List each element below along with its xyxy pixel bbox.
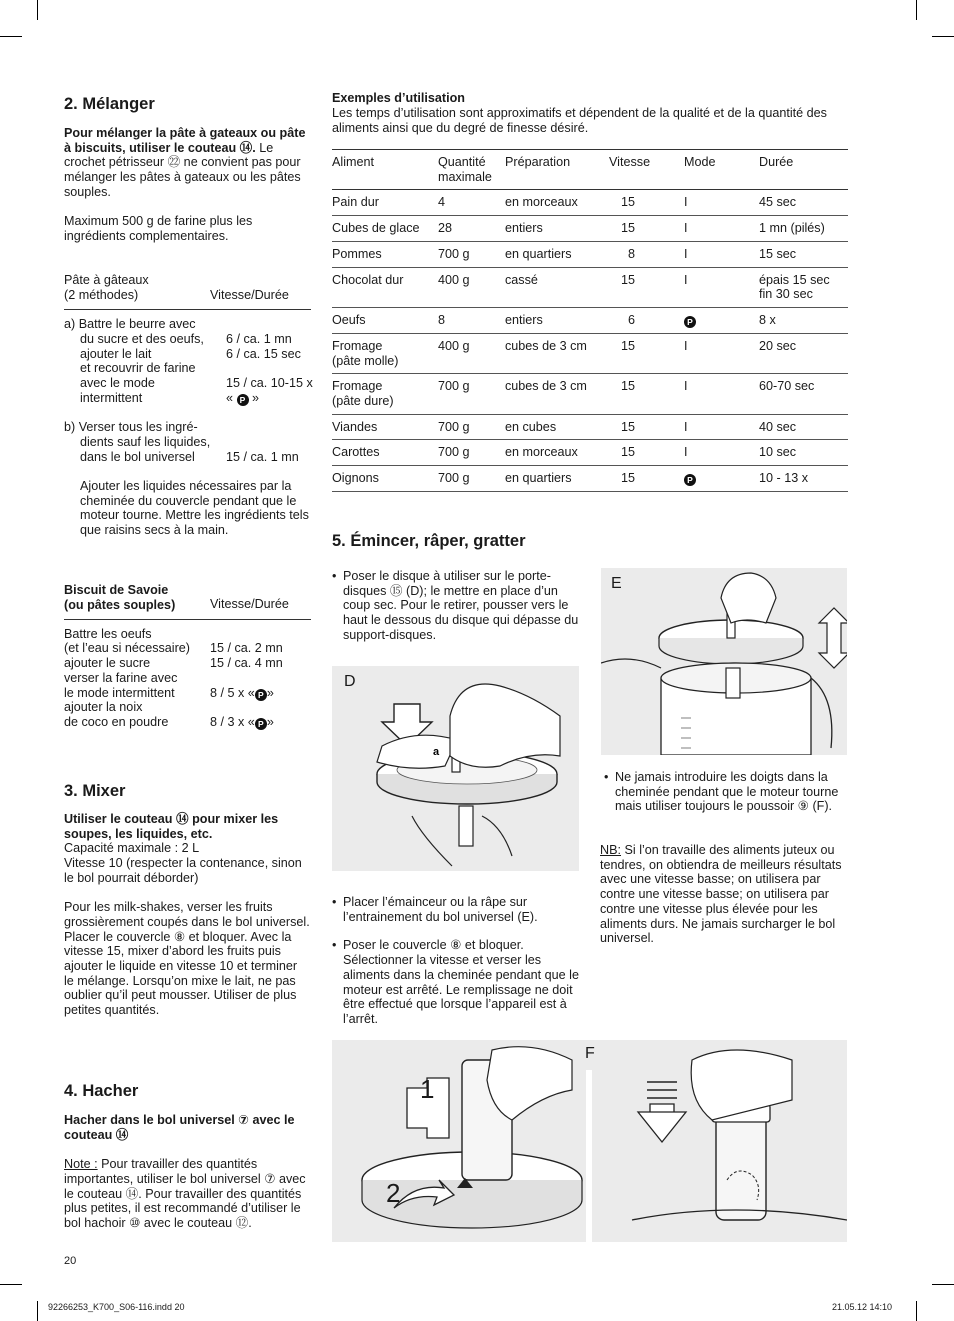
row-right bbox=[210, 715, 310, 730]
row-right: 6 / ca. 1 mn bbox=[226, 332, 292, 346]
table-cell: 15 bbox=[609, 267, 684, 307]
crop-mark bbox=[0, 36, 22, 37]
speed-value: 8 / 3 x « bbox=[210, 715, 255, 729]
section-3-title: 3. Mixer bbox=[64, 782, 126, 800]
crop-mark bbox=[37, 0, 38, 20]
table-cell: 60-70 sec bbox=[759, 374, 848, 414]
biscuit-header-right: Vitesse/Durée bbox=[210, 597, 289, 611]
table-header-cell: Durée bbox=[759, 150, 848, 190]
table-cell: 15 bbox=[609, 374, 684, 414]
table-row bbox=[332, 466, 848, 492]
table-cell: 10 sec bbox=[759, 440, 848, 466]
table-cell: 700 g bbox=[438, 374, 505, 414]
table-header-cell: Préparation bbox=[505, 150, 609, 190]
crop-mark bbox=[932, 36, 954, 37]
section-3-body bbox=[64, 812, 310, 1018]
crop-mark bbox=[916, 0, 917, 20]
examples-title: Exemples d’utilisation bbox=[332, 91, 465, 105]
table-cell: I bbox=[684, 333, 759, 373]
pulse-mode-icon: P bbox=[255, 689, 267, 701]
table-cell: en cubes bbox=[505, 414, 609, 440]
row-right bbox=[226, 391, 326, 406]
row-right: 15 / ca. 2 mn bbox=[210, 641, 283, 655]
table-cell: en morceaux bbox=[505, 190, 609, 216]
table-cell: 700 g bbox=[438, 414, 505, 440]
section-3-capacity: Capacité maximale : 2 L bbox=[64, 841, 200, 856]
table-row bbox=[332, 414, 848, 440]
table-cell: Oignons bbox=[332, 466, 438, 492]
table-cell: cubes de 3 cm bbox=[505, 374, 609, 414]
crop-mark bbox=[0, 1284, 22, 1285]
biscuit-header-left bbox=[64, 583, 175, 612]
table-cell: Fromage (pâte dure) bbox=[332, 374, 438, 414]
biscuit-row bbox=[64, 715, 310, 730]
row-left: avec le mode bbox=[80, 376, 155, 390]
examples-table-wrap bbox=[332, 149, 848, 492]
table-row bbox=[332, 333, 848, 373]
table-row bbox=[332, 440, 848, 466]
section-5-bullets-a bbox=[332, 569, 580, 657]
method-b-para: Ajouter les liquides nécessaires par la cheminée du couvercle pendant que le moteur tourne. Mettre les ingrédients tels que raisins secs à la main. bbox=[80, 479, 309, 538]
table-header-cell: Vitesse bbox=[609, 150, 684, 190]
step-number-2: 2 bbox=[386, 1178, 401, 1208]
biscuit-row bbox=[64, 641, 310, 656]
table-row bbox=[332, 307, 848, 333]
quote-open: « bbox=[226, 391, 234, 405]
step-number-1: 1 bbox=[420, 1074, 435, 1104]
section-3-para: Pour les milk-shakes, verser les fruits grossièrement coupés dans le bol universel. Placer le couvercle ⑧ et bloquer. Avec la vitesse 15, mixer d’abord les fruits puis ajouter le liquide en vitesse 10 et terminer le mélange. Lorsqu’on mixe le lait, ne pas oublier qu’il peut mousser. Utiliser de plus petites quantités. bbox=[64, 900, 310, 1018]
row-left: dients sauf les liquides, bbox=[80, 435, 211, 449]
table-row bbox=[332, 267, 848, 307]
examples-intro: Les temps d’utilisation sont approximatifs et dépendent de la qualité et de la quantité des aliments ainsi que du degré de finesse désiré. bbox=[332, 106, 827, 135]
table-cell: Pommes bbox=[332, 241, 438, 267]
figure-label: F bbox=[585, 1045, 595, 1062]
table-row bbox=[332, 374, 848, 414]
table-row bbox=[332, 190, 848, 216]
section-4-bold: Hacher dans le bol universel ⑦ avec le couteau ⑭ bbox=[64, 1113, 295, 1142]
table-cell: Fromage (pâte molle) bbox=[332, 333, 438, 373]
table-cell: I bbox=[684, 190, 759, 216]
row-right: 6 / ca. 15 sec bbox=[226, 347, 301, 361]
table-row bbox=[332, 216, 848, 242]
table-cell: 8 x bbox=[759, 307, 848, 333]
row-left: et recouvrir de farine bbox=[80, 361, 196, 375]
nb-text: Si l’on travaille des aliments juteux ou tendres, on obtiendra de meilleurs résultats avec une vitesse basse; on utilisera par contre une vitesse basse; on utilisera par contre une vitesse plus élevée pour les aliments durs. Ne jamais surcharger le bol universel. bbox=[600, 843, 842, 946]
row-left: ajouter le sucre bbox=[64, 656, 151, 670]
pulse-mode-icon: P bbox=[684, 316, 696, 328]
pulse-mode-icon: P bbox=[255, 718, 267, 730]
table-cell: 700 g bbox=[438, 241, 505, 267]
row-left: de coco en poudre bbox=[64, 715, 169, 729]
cake-header-line-1: Pâte à gâteaux bbox=[64, 273, 149, 287]
table-cell: 1 mn (pilés) bbox=[759, 216, 848, 242]
table-cell: I bbox=[684, 216, 759, 242]
table-cell: 28 bbox=[438, 216, 505, 242]
nb-label: NB: bbox=[600, 843, 621, 857]
row-left: dans le bol universel bbox=[80, 450, 195, 464]
figure-label: E bbox=[611, 575, 622, 592]
section-2-title: 2. Mélanger bbox=[64, 95, 155, 113]
nb-paragraph bbox=[600, 843, 848, 946]
method-a-row bbox=[64, 347, 326, 362]
biscuit-header-line-1: Biscuit de Savoie bbox=[64, 583, 169, 597]
table-cell: 8 bbox=[609, 241, 684, 267]
row-left: ajouter le lait bbox=[80, 347, 152, 361]
table-header-cell: Quantité maximale bbox=[438, 150, 505, 190]
section-2-intro bbox=[64, 126, 310, 200]
table-cell: 15 bbox=[609, 333, 684, 373]
table-cell: 4 bbox=[438, 190, 505, 216]
method-a-line: a) Battre le beurre avec bbox=[64, 317, 196, 331]
figure-e-illustration bbox=[601, 568, 847, 755]
row-right: 15 / ca. 1 mn bbox=[226, 450, 299, 464]
table-cell: Pain dur bbox=[332, 190, 438, 216]
biscuit-row bbox=[64, 686, 310, 701]
table-cell: Cubes de glace bbox=[332, 216, 438, 242]
row-right bbox=[210, 686, 310, 701]
pulse-mode-icon: P bbox=[684, 474, 696, 486]
note-text: Pour travailler des quantités importantes, utiliser le bol universel ⑦ avec le couteau ⑭. Pour travailler des quantités plus petites, il est recommandé d’utiliser le bol hachoir ⑩ avec le couteau ⑫. bbox=[64, 1157, 306, 1230]
table-cell bbox=[684, 307, 759, 333]
rule bbox=[64, 309, 311, 310]
figure-label: D bbox=[344, 673, 356, 690]
row-left: ajouter la noix bbox=[64, 700, 143, 714]
page-number: 20 bbox=[64, 1255, 77, 1267]
section-5-bullets-c bbox=[604, 770, 848, 828]
section-4-title: 4. Hacher bbox=[64, 1082, 139, 1100]
table-cell: I bbox=[684, 267, 759, 307]
table-cell: en quartiers bbox=[505, 466, 609, 492]
table-cell: cubes de 3 cm bbox=[505, 333, 609, 373]
section-3-bold: Utiliser le couteau ⑭ pour mixer les soupes, les liquides, etc. bbox=[64, 812, 279, 841]
method-b-line: b) Verser tous les ingré- bbox=[64, 420, 198, 434]
biscuit-row bbox=[64, 627, 210, 642]
table-cell: 15 bbox=[609, 440, 684, 466]
footer-file-name: 92266253_K700_S06-116.indd 20 bbox=[48, 1302, 185, 1312]
table-header-cell: Aliment bbox=[332, 150, 438, 190]
section-2-intro-bold: Pour mélanger la pâte à gateaux ou pâte à biscuits, utiliser le couteau ⑭. bbox=[64, 126, 306, 155]
method-a-row bbox=[64, 332, 326, 347]
table-cell: 40 sec bbox=[759, 414, 848, 440]
row-left: intermittent bbox=[80, 391, 143, 405]
list-item: • Placer l’émainceur ou la râpe sur l’entrainement du bol universel (E). bbox=[332, 895, 580, 924]
biscuit-row bbox=[64, 671, 210, 686]
rule bbox=[64, 619, 311, 620]
table-cell: 700 g bbox=[438, 466, 505, 492]
table-cell bbox=[684, 466, 759, 492]
cake-header-right: Vitesse/Durée bbox=[210, 288, 289, 302]
footer-date-time: 21.05.12 14:10 bbox=[832, 1302, 893, 1312]
table-header-cell: Mode bbox=[684, 150, 759, 190]
list-item: • Poser le disque à utiliser sur le porte-disques ⑮ (D); le mettre en place d’un coup sec. Pour le retirer, pousser vers le haut le dessous du disque qui dépasse du support-disques. bbox=[332, 569, 580, 643]
table-cell: 15 bbox=[609, 466, 684, 492]
table-cell: 400 g bbox=[438, 333, 505, 373]
quote-close: » bbox=[266, 686, 274, 700]
note-label: Note : bbox=[64, 1157, 98, 1172]
section-2-max: Maximum 500 g de farine plus les ingrédients complementaires. bbox=[64, 214, 253, 243]
row-left: du sucre et des oeufs, bbox=[80, 332, 204, 346]
biscuit-header-line-2: (ou pâtes souples) bbox=[64, 597, 176, 612]
cake-header-left bbox=[64, 273, 149, 302]
row-right: 15 / ca. 10-15 x bbox=[226, 376, 313, 390]
table-cell: entiers bbox=[505, 216, 609, 242]
table-cell: épais 15 sec fin 30 sec bbox=[759, 267, 848, 307]
section-2-intro-text: Le crochet pétrisseur ㉒ ne convient pas pour mélanger les pâtes à gateaux ou les pâtes souples. bbox=[64, 140, 301, 199]
pulse-mode-icon: P bbox=[237, 394, 249, 406]
list-item: • Ne jamais introduire les doigts dans la cheminée pendant que le moteur tourne mais utiliser toujours le poussoir ⑨ (F). bbox=[604, 770, 848, 814]
examples-table bbox=[332, 149, 848, 492]
table-cell: en morceaux bbox=[505, 440, 609, 466]
list-item: • Poser le couvercle ⑧ et bloquer. Sélectionner la vitesse et verser les aliments dans la cheminée pendant que le moteur est arrêté. Le remplissage ne doit être effectué que lorsque l’appareil est à l’arrêt. bbox=[332, 938, 580, 1026]
table-cell: Oeufs bbox=[332, 307, 438, 333]
table-cell: 15 sec bbox=[759, 241, 848, 267]
method-a-row bbox=[64, 376, 326, 391]
table-cell: I bbox=[684, 241, 759, 267]
table-cell: I bbox=[684, 374, 759, 414]
table-cell: 700 g bbox=[438, 440, 505, 466]
table-cell: cassé bbox=[505, 267, 609, 307]
table-cell: 15 bbox=[609, 216, 684, 242]
table-cell: I bbox=[684, 440, 759, 466]
table-cell: Chocolat dur bbox=[332, 267, 438, 307]
method-b-row bbox=[64, 450, 326, 465]
table-cell: 15 bbox=[609, 414, 684, 440]
method-a-row bbox=[64, 361, 226, 376]
row-left: le mode intermittent bbox=[64, 686, 175, 700]
method-a-row bbox=[64, 391, 326, 406]
table-cell: en quartiers bbox=[505, 241, 609, 267]
panel-separator bbox=[586, 1070, 592, 1242]
table-cell: 6 bbox=[609, 307, 684, 333]
table-cell: 45 sec bbox=[759, 190, 848, 216]
row-right: 15 / ca. 4 mn bbox=[210, 656, 283, 670]
table-cell: entiers bbox=[505, 307, 609, 333]
biscuit-row bbox=[64, 700, 210, 715]
figure-f bbox=[332, 1040, 847, 1242]
row-left: verser la farine avec bbox=[64, 671, 178, 685]
disc-letter: a bbox=[433, 746, 440, 758]
speed-value: 8 / 5 x « bbox=[210, 686, 255, 700]
figure-d-illustration bbox=[332, 666, 579, 871]
section-3-speed: Vitesse 10 (respecter la contenance, sinon le bol pourrait déborder) bbox=[64, 856, 302, 885]
table-cell: 20 sec bbox=[759, 333, 848, 373]
method-b-row bbox=[64, 435, 226, 450]
row-left: (et l’eau si nécessaire) bbox=[64, 641, 190, 655]
crop-mark bbox=[37, 1301, 38, 1321]
table-cell: 400 g bbox=[438, 267, 505, 307]
crop-mark bbox=[916, 1301, 917, 1321]
figure-d bbox=[332, 666, 579, 871]
section-5-title: 5. Émincer, râper, gratter bbox=[332, 532, 526, 550]
section-5-bullets-b bbox=[332, 895, 580, 1041]
quote-close: » bbox=[252, 391, 260, 405]
table-row bbox=[332, 241, 848, 267]
table-cell: I bbox=[684, 414, 759, 440]
table-cell: 10 - 13 x bbox=[759, 466, 848, 492]
table-cell: Carottes bbox=[332, 440, 438, 466]
table-header-row bbox=[332, 150, 848, 190]
biscuit-row bbox=[64, 656, 310, 671]
crop-mark bbox=[932, 1284, 954, 1285]
section-4-body bbox=[64, 1113, 310, 1231]
quote-close: » bbox=[266, 715, 274, 729]
row-left: Battre les oeufs bbox=[64, 627, 152, 641]
table-cell: Viandes bbox=[332, 414, 438, 440]
figure-e bbox=[601, 568, 847, 755]
table-cell: 15 bbox=[609, 190, 684, 216]
table-cell: 8 bbox=[438, 307, 505, 333]
cake-header-line-2: (2 méthodes) bbox=[64, 287, 139, 302]
